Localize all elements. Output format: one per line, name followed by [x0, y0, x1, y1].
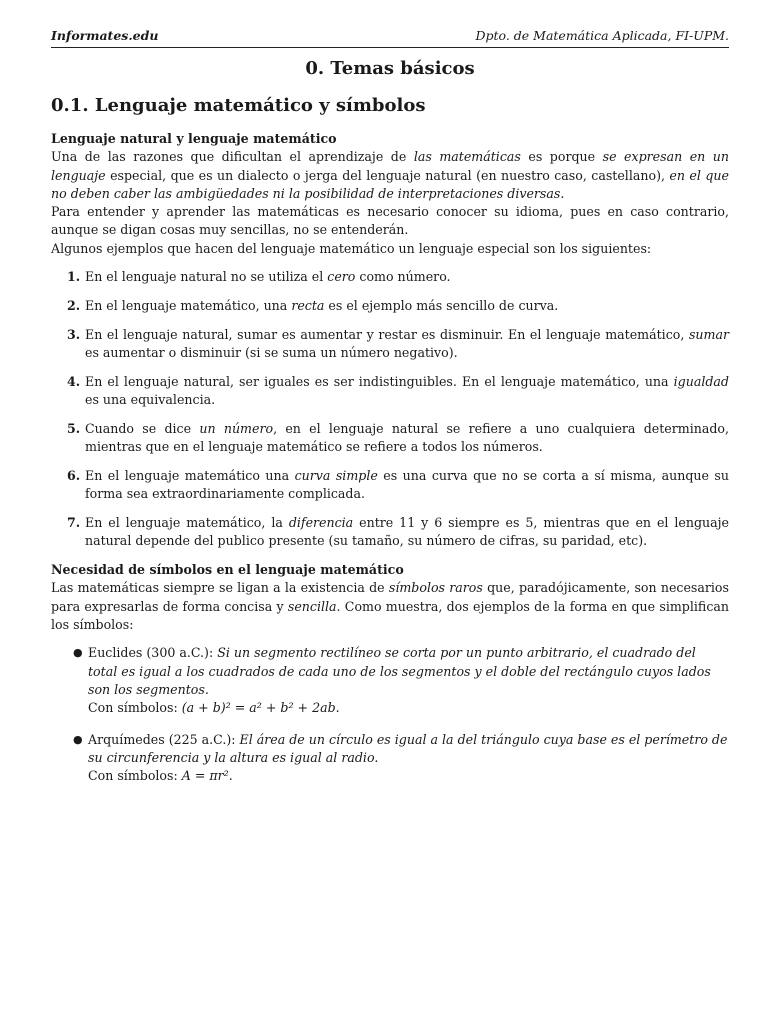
- emphasis-text: se expresan en un lenguaje: [51, 149, 730, 183]
- text-run: es una equivalencia.: [85, 392, 216, 408]
- running-header: [51, 27, 729, 48]
- item-number: 1.: [67, 269, 81, 285]
- emphasis-text: las ambigüedades ni la posibilidad de interpretaciones diversas.: [153, 185, 565, 201]
- list-item: [51, 373, 729, 410]
- section-title: 0.1. Lenguaje matemático y símbolos: [51, 95, 426, 116]
- intro-paragraph: [51, 148, 729, 203]
- text-run: es porque: [520, 149, 603, 165]
- emphasis-text: las matemáticas: [413, 149, 521, 165]
- emphasis-text: curva simple: [294, 467, 378, 483]
- item-number: 2.: [67, 297, 81, 313]
- text-run: Cuando se dice: [85, 420, 200, 436]
- bullet-icon: ●: [73, 732, 83, 746]
- text-run: entre 11 y 6 siempre es 5, mientras que en el lenguaje natural depende del publico presente (su tamaño, su número de cifras, su paridad, etc).: [85, 515, 730, 549]
- emphasis-text: símbolos raros: [388, 580, 483, 596]
- text-run: que, paradójicamente, son necesarios para expresarlas de forma concisa y: [51, 580, 729, 614]
- example-quote: Si un segmento rectilíneo se corta por un punto arbitrario, el cuadrado del total es igual a los cuadrados de cada uno de los segmentos y el doble del rectángulo cuyos lados son los segmentos.: [88, 645, 711, 697]
- item-number: 6.: [67, 467, 81, 483]
- text-run: En el lenguaje matemático, una: [85, 297, 292, 313]
- example-author: Euclides (300 a.C.):: [88, 645, 218, 661]
- list-item: [51, 420, 729, 457]
- chapter-title: 0. Temas básicos: [305, 58, 475, 79]
- text-run: En el lenguaje natural no se utiliza el: [85, 269, 328, 285]
- emphasis-text: diferencia: [288, 515, 354, 531]
- text-run: En el lenguaje natural, sumar es aumentar y restar es disminuir. En el lenguaje matemático,: [85, 326, 689, 342]
- text-run: En el lenguaje matemático, la: [85, 515, 289, 531]
- example-author: Arquímedes (225 a.C.):: [88, 731, 240, 747]
- text-run: es el ejemplo más sencillo de curva.: [324, 297, 559, 313]
- emphasis-text: sumar: [688, 326, 729, 342]
- formula: (a + b)² = a² + b² + 2ab.: [181, 700, 340, 716]
- list-item: [51, 326, 729, 363]
- language-paragraph: Para entender y aprender las matemáticas es necesario conocer su idioma, pues en caso contrario, aunque se digan cosas muy sencillas, no se entenderán.: [51, 204, 729, 238]
- formula: A = πr².: [181, 768, 233, 784]
- emphasis-text: recta: [291, 297, 325, 313]
- text-run: Las matemáticas siempre se ligan a la existencia de: [51, 580, 389, 596]
- document-body: [51, 130, 729, 798]
- symbols-paragraph: [51, 579, 729, 634]
- emphasis-text: en el que no deben caber: [51, 167, 729, 201]
- emphasis-text: un número: [199, 420, 274, 436]
- text-run: En el lenguaje natural, ser iguales es ser indistinguibles. En el lenguaje matemático, una: [85, 373, 674, 389]
- text-run: especial, que es un dialecto o jerga del lenguaje natural (en nuestro caso, castellano),: [110, 167, 670, 183]
- text-run: es aumentar o disminuir (si se suma un número negativo).: [85, 344, 458, 360]
- list-item: [51, 297, 729, 315]
- header-department: Dpto. de Matemática Aplicada, FI-UPM.: [475, 28, 729, 43]
- bullet-icon: ●: [73, 646, 83, 660]
- text-run: . Como muestra, dos ejemplos de la forma en que simplifican los símbolos:: [51, 598, 729, 633]
- symbols-label: Con símbolos:: [88, 700, 182, 716]
- list-item: [51, 467, 729, 504]
- text-run: es una curva que no se corta a sí misma, aunque su forma sea extraordinariamente complicada.: [85, 467, 729, 502]
- item-number: 4.: [67, 373, 81, 389]
- historical-examples-list: [51, 644, 729, 785]
- item-number: 3.: [67, 326, 81, 342]
- item-number: 7.: [67, 515, 81, 531]
- text-run: En el lenguaje matemático una: [85, 467, 295, 483]
- header-site-name: Informates.edu: [51, 28, 159, 43]
- subsection-heading-natural-language: Lenguaje natural y lenguaje matemático: [51, 131, 337, 146]
- item-number: 5.: [67, 420, 81, 436]
- emphasis-text: sencilla: [287, 598, 337, 614]
- list-item: [51, 514, 729, 551]
- example-quote: El área de un círculo es igual a la del triángulo cuya base es el perímetro de su circunferencia y la altura es igual al radio.: [88, 731, 728, 765]
- list-item-euclides: [51, 644, 729, 717]
- emphasis-text: cero: [327, 269, 356, 285]
- text-run: como número.: [355, 269, 451, 285]
- text-run: , en el lenguaje natural se refiere a uno cualquiera determinado, mientras que en el lenguaje matemático se refiere a todos los números.: [85, 420, 729, 455]
- list-item-arquimedes: [51, 731, 729, 786]
- text-run: Una de las razones que dificultan el aprendizaje de: [51, 149, 414, 165]
- examples-intro-paragraph: Algunos ejemplos que hacen del lenguaje matemático un lenguaje especial son los siguientes:: [51, 240, 652, 256]
- examples-list: [51, 268, 729, 551]
- list-item: [51, 268, 729, 286]
- symbols-label: Con símbolos:: [88, 768, 182, 784]
- emphasis-text: igualdad: [673, 373, 729, 389]
- subsection-heading-symbols: Necesidad de símbolos en el lenguaje matemático: [51, 562, 404, 578]
